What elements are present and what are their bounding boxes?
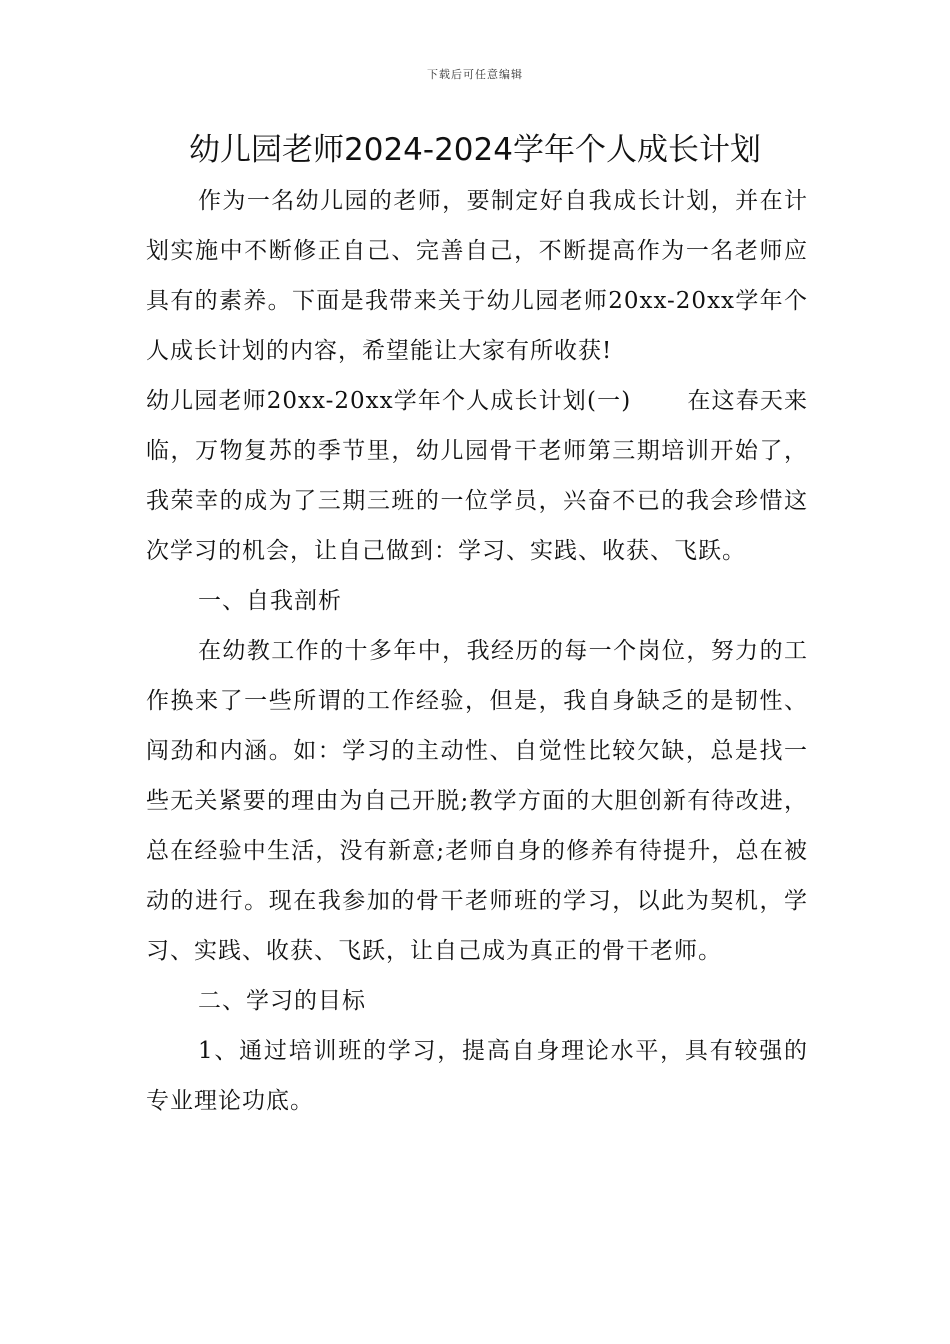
paragraph-self-analysis: 在幼教工作的十多年中，我经历的每一个岗位，努力的工作换来了一些所谓的工作经验，但是，我自身缺乏的是韧性、闯劲和内涵。如：学习的主动性、自觉性比较欠缺，总是找一些无关紧要的理由为自己开脱;教学方面的大胆创新有待改进，总在经验中生活，没有新意;老师自身的修养有待提升，总在被动的进行。现在我参加的骨干老师班的学习，以此为契机，学习、实践、收获、飞跃，让自己成为真正的骨干老师。 xyxy=(146,638,808,964)
heading-learning-goals: 二、学习的目标 xyxy=(198,988,366,1014)
document-body xyxy=(146,176,808,1126)
paragraph-learning-goal-1: 1、通过培训班的学习，提高自身理论水平，具有较强的专业理论功底。 xyxy=(146,1038,808,1114)
intro-paragraph: 作为一名幼儿园的老师，要制定好自我成长计划，并在计划实施中不断修正自己、完善自己，不断提高作为一名老师应具有的素养。下面是我带来关于幼儿园老师20xx-20xx学年个人成长计划的内容，希望能让大家有所收获! xyxy=(146,188,808,364)
header-note: 下载后可任意编辑 xyxy=(427,68,523,81)
section-label: 幼儿园老师20xx-20xx学年个人成长计划(一) xyxy=(146,388,632,414)
heading-self-analysis: 一、自我剖析 xyxy=(198,588,342,614)
document-title: 幼儿园老师2024-2024学年个人成长计划 xyxy=(189,132,761,168)
section-opening: 在这春天来临，万物复苏的季节里，幼儿园骨干老师第三期培训开始了，我荣幸的成为了三期三班的一位学员，兴奋不已的我会珍惜这次学习的机会，让自己做到：学习、实践、收获、飞跃。 xyxy=(146,388,809,564)
section-paragraph xyxy=(146,376,808,576)
